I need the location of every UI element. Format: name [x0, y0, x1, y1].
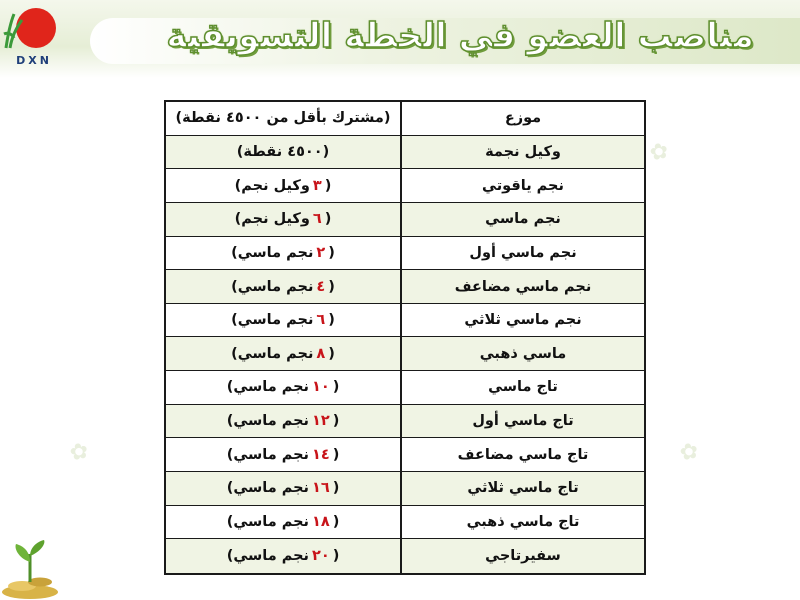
page-title: مناصب العضو في الخطة التسويقية: [166, 16, 754, 56]
rank-cell: نجم ماسي مضاعف: [402, 270, 644, 304]
rank-cell: نجم ماسي ثلاثي: [402, 304, 644, 338]
rank-cell: ماسي ذهبي: [402, 337, 644, 371]
open-paren: (: [328, 312, 335, 329]
coin-plant-icon: [0, 532, 60, 600]
requirement-cell: [166, 405, 400, 439]
requirement-count: ٢٠: [311, 548, 330, 565]
open-paren: (: [332, 548, 340, 565]
requirement-text: نجم ماسي): [226, 480, 309, 497]
requirement-text: نجم ماسي): [226, 413, 309, 430]
rank-cell: تاج ماسي ذهبي: [402, 506, 644, 540]
requirement-count: ٦: [316, 312, 326, 329]
requirement-count: ١٦: [311, 480, 330, 497]
requirement-cell: [166, 472, 400, 506]
requirement-cell: [166, 506, 400, 540]
requirement-text: نجم ماسي): [231, 278, 314, 295]
open-paren: (: [324, 177, 332, 194]
requirement-text: نجم ماسي): [226, 379, 309, 396]
rank-cell: تاج ماسي أول: [402, 405, 644, 439]
rank-cell: تاج ماسي: [402, 371, 644, 405]
requirement-text: نجم ماسي): [231, 312, 314, 329]
requirement-count: ١٠: [311, 379, 330, 396]
requirement-text: نجم ماسي): [226, 446, 309, 463]
requirement-text: وكيل نجم): [234, 211, 310, 228]
rank-cell: سفيرتاجي: [402, 539, 644, 573]
requirement-count: ٤: [316, 278, 326, 295]
requirement-count: ١٢: [311, 413, 330, 430]
open-paren: (: [324, 211, 332, 228]
rank-cell: تاج ماسي ثلاثي: [402, 472, 644, 506]
open-paren: (: [328, 345, 335, 362]
requirement-cell: [166, 539, 400, 573]
requirement-text: نجم ماسي): [226, 514, 309, 530]
ranks-table: [164, 100, 646, 575]
requirement-cell: [166, 371, 400, 405]
open-paren: (: [328, 278, 335, 295]
requirement-count: ٦: [312, 211, 322, 228]
requirement-cell: (٤٥٠٠ نقطة): [166, 136, 400, 170]
requirement-count: ٣: [312, 177, 322, 194]
open-paren: (: [332, 480, 340, 497]
open-paren: (: [328, 244, 335, 261]
logo-emblem-icon: [0, 4, 62, 60]
requirement-cell: [166, 438, 400, 472]
logo-text: DXN: [16, 54, 52, 67]
requirement-text: نجم ماسي): [226, 548, 309, 565]
requirement-cell: [166, 237, 400, 271]
open-paren: (: [332, 446, 340, 463]
requirement-cell: [166, 337, 400, 371]
requirement-column: [166, 102, 400, 573]
rank-cell: نجم ماسي أول: [402, 237, 644, 271]
background-watermark: ✿: [677, 438, 701, 467]
rank-cell: نجم ماسي: [402, 203, 644, 237]
requirement-count: ١٤: [311, 446, 330, 463]
requirement-text: نجم ماسي): [231, 345, 314, 362]
requirement-text: وكيل نجم): [234, 177, 310, 194]
open-paren: (: [332, 379, 340, 396]
rank-cell: وكيل نجمة: [402, 136, 644, 170]
requirement-cell: [166, 203, 400, 237]
rank-header-cell: موزع: [402, 102, 644, 136]
requirement-text: نجم ماسي): [231, 244, 314, 261]
background-watermark: ✿: [67, 438, 91, 467]
rank-column: [400, 102, 644, 573]
requirement-count: ٢: [316, 244, 326, 261]
open-paren: (: [332, 413, 340, 430]
requirement-cell: [166, 169, 400, 203]
dxn-logo: [0, 4, 62, 68]
background-watermark: ✿: [647, 138, 671, 167]
open-paren: (: [332, 514, 340, 530]
rank-cell: تاج ماسي مضاعف: [402, 438, 644, 472]
requirement-header-cell: (مشترك بأقل من ٤٥٠٠ نقطة): [166, 102, 400, 136]
requirement-count: ٨: [316, 345, 326, 362]
requirement-cell: [166, 270, 400, 304]
requirement-count: ١٨: [311, 514, 330, 530]
requirement-cell: [166, 304, 400, 338]
rank-cell: نجم ياقوتي: [402, 169, 644, 203]
